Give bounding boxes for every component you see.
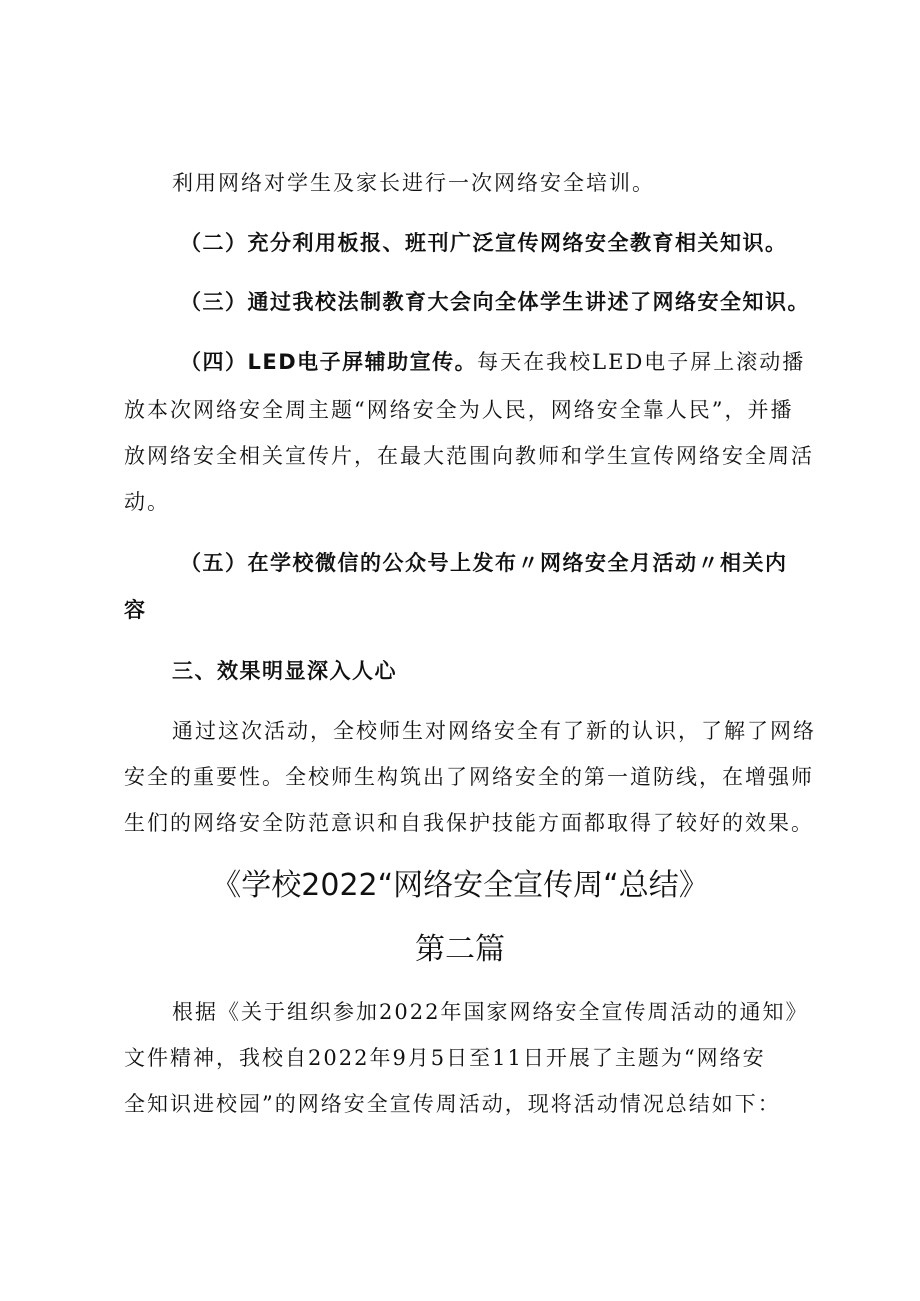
paragraph-training: 利用网络对学生及家长进行一次网络安全培训。 [172,171,655,195]
intro-line-1: 根据《关于组织参加2022年国家网络安全宣传周活动的通知》 [172,1000,809,1024]
item-four-line-1 [180,347,805,377]
item-two: （二）充分利用板报、班刊广泛宣传网络安全教育相关知识。 [180,231,788,255]
effect-line-1: 通过这次活动，全校师生对网络安全有了新的认识，了解了网络 [172,719,816,743]
article-subtitle: 第二篇 [415,932,505,967]
intro-line-2: 文件精神，我校自2022年9月5日至11日开展了主题为“网络安 [124,1046,766,1070]
item-four-line-2: 放本次网络安全周主题“网络安全为人民，网络安全靠人民”，并播 [124,398,794,422]
effect-line-3: 生们的网络安全防范意识和自我保护技能方面都取得了较好的效果。 [124,811,814,835]
item-three: （三）通过我校法制教育大会向全体学生讲述了网络安全知识。 [180,290,810,314]
effect-line-2: 安全的重要性。全校师生构筑出了网络安全的第一道防线，在增强师 [124,765,814,789]
item-five-line-2: 容 [124,598,147,622]
item-four-line-3: 放网络安全相关宣传片，在最大范围向教师和学生宣传网络安全周活 [124,444,814,468]
item-five-line-1: （五）在学校微信的公众号上发布〃网络安全月活动〃相关内 [180,551,788,575]
section-three-heading: 三、效果明显深入人心 [172,659,397,683]
item-four-line-4: 动。 [124,490,170,514]
item-four-label: （四）LED电子屏辅助宣传。 [180,350,478,374]
article-title: 《学校2022“网络安全宣传周“总结》 [211,868,709,903]
intro-line-3: 全知识进校园”的网络安全宣传周活动，现将活动情况总结如下： [124,1092,781,1116]
item-four-text: 每天在我校LED电子屏上滚动播 [477,350,806,374]
